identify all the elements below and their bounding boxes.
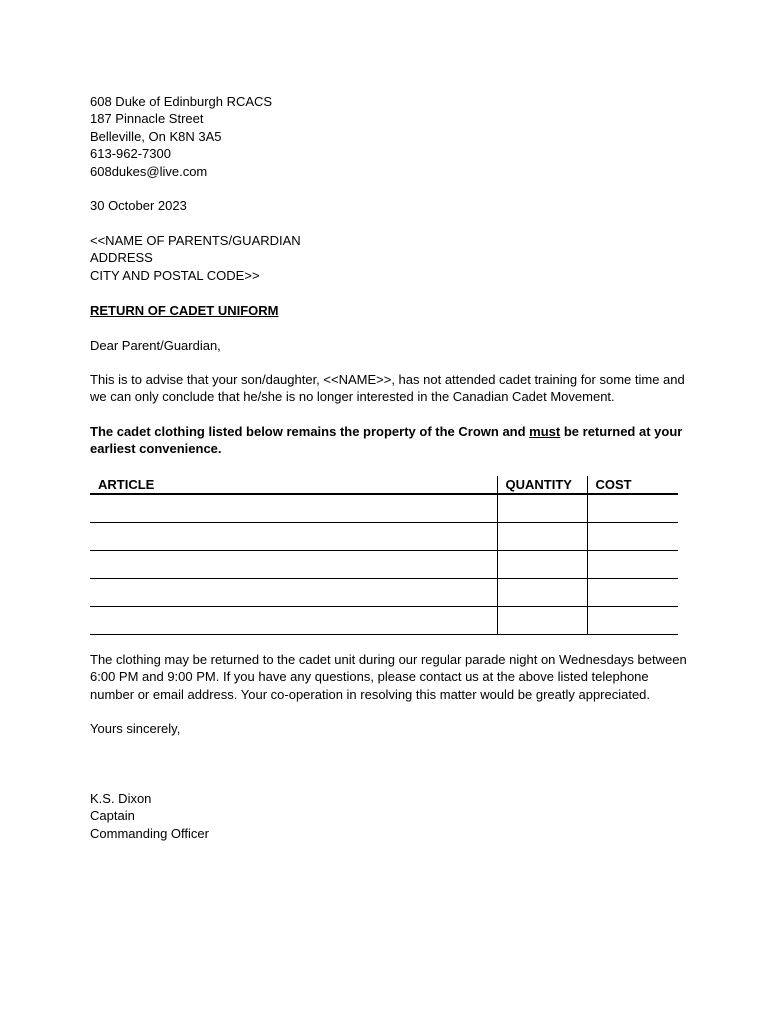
quantity-cell xyxy=(497,607,587,635)
paragraph-property-line-2: earliest convenience. xyxy=(90,441,222,457)
quantity-cell xyxy=(497,551,587,579)
signatory-title: Commanding Officer xyxy=(90,825,209,841)
property-text-before: The cadet clothing listed below remains the property of the Crown and xyxy=(90,424,530,439)
paragraph-notice xyxy=(90,371,690,406)
table-row xyxy=(90,607,678,635)
article-cell xyxy=(90,551,497,579)
recipient-address-block xyxy=(90,232,690,284)
sender-unit: 608 Duke of Edinburgh RCACS xyxy=(90,94,273,109)
signature-block xyxy=(90,790,690,842)
letter-subject: RETURN OF CADET UNIFORM xyxy=(90,303,279,318)
recipient-address: ADDRESS xyxy=(90,250,153,266)
quantity-cell xyxy=(497,579,587,607)
signatory-rank: Captain xyxy=(90,808,135,824)
property-text-emphasis: must xyxy=(529,424,561,439)
article-cell xyxy=(90,607,497,635)
return-instructions-line-3: number or email address. Your co-operation in resolving this matter would be greatly appreciated. xyxy=(90,686,651,702)
table-row xyxy=(90,494,678,523)
paragraph-property xyxy=(90,423,690,458)
cost-cell xyxy=(587,494,678,523)
sender-phone: 613-962-7300 xyxy=(90,146,171,162)
closing-block xyxy=(90,720,690,737)
article-cell xyxy=(90,523,497,551)
sender-address-block xyxy=(90,93,690,180)
cost-cell xyxy=(587,607,678,635)
recipient-name: <<NAME OF PARENTS/GUARDIAN xyxy=(90,233,301,248)
return-instructions-line-1: The clothing may be returned to the cadet unit during our regular parade night on Wednesdays between xyxy=(90,652,687,667)
quantity-cell xyxy=(497,523,587,551)
header-article: ARTICLE xyxy=(90,476,497,494)
quantity-cell xyxy=(497,494,587,523)
paragraph-notice-line-1: This is to advise that your son/daughter, <<NAME>>, has not attended cadet training for some time and xyxy=(90,372,685,387)
closing: Yours sincerely, xyxy=(90,721,181,736)
paragraph-notice-line-2: we can only conclude that he/she is no longer interested in the Canadian Cadet Movement. xyxy=(90,389,615,405)
uniform-items-table xyxy=(90,476,678,635)
paragraph-return-instructions xyxy=(90,651,690,703)
sender-email: 608dukes@live.com xyxy=(90,163,208,179)
cost-cell xyxy=(587,579,678,607)
signatory-name: K.S. Dixon xyxy=(90,791,152,806)
paragraph-property-line-1 xyxy=(90,423,690,440)
subject-block xyxy=(90,302,690,319)
header-quantity: QUANTITY xyxy=(497,476,587,494)
letter-date: 30 October 2023 xyxy=(90,198,187,213)
table-row xyxy=(90,523,678,551)
recipient-city-postal: CITY AND POSTAL CODE>> xyxy=(90,267,260,283)
property-text-after: be returned at your xyxy=(560,424,683,439)
sender-city: Belleville, On K8N 3A5 xyxy=(90,128,222,144)
return-instructions-line-2: 6:00 PM and 9:00 PM. If you have any questions, please contact us at the above listed telephone xyxy=(90,669,649,685)
sender-street: 187 Pinnacle Street xyxy=(90,111,204,127)
cost-cell xyxy=(587,551,678,579)
table-row xyxy=(90,579,678,607)
header-cost: COST xyxy=(587,476,678,494)
article-cell xyxy=(90,579,497,607)
cost-cell xyxy=(587,523,678,551)
letter-date-block xyxy=(90,197,690,214)
salutation: Dear Parent/Guardian, xyxy=(90,338,221,353)
article-cell xyxy=(90,494,497,523)
table-row xyxy=(90,551,678,579)
salutation-block xyxy=(90,337,690,354)
table-header-row xyxy=(90,476,678,494)
